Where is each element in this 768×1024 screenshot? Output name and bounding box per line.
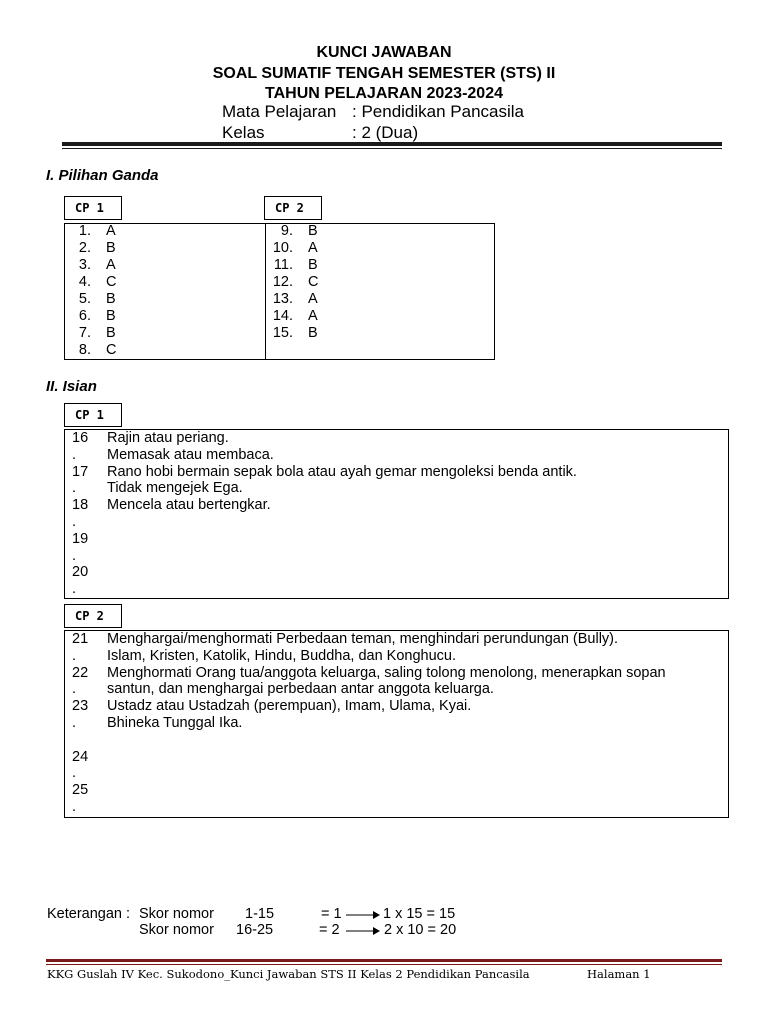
notes-row2-result: 2 x 10 = 20 [384, 922, 457, 938]
mc-question-number: 11. [273, 257, 293, 273]
mc-question-number: 5. [78, 291, 91, 307]
notes-row2-text: Skor nomor [139, 922, 214, 938]
class-value: : 2 (Dua) [352, 123, 419, 142]
doc-title: KUNCI JAWABAN [316, 44, 452, 61]
mc-question-number: 4. [78, 274, 91, 290]
essay-question-number: . [72, 647, 77, 664]
mc-answer-row [60, 257, 116, 274]
mc-answer-letter: B [308, 223, 318, 239]
mc-answer-letter: B [106, 291, 116, 307]
mc-answer-letter: A [308, 240, 318, 256]
essay-answer: Ustadz atau Ustadzah (perempuan), Imam, Ulama, Kyai. [107, 698, 472, 715]
doc-subtitle: SOAL SUMATIF TENGAH SEMESTER (STS) II [212, 65, 556, 82]
essay-answer: santun, dan menghargai perbedaan antar anggota keluarga. [107, 681, 494, 698]
mc-cp2-tag: CP 2 [264, 196, 322, 220]
mc-answer-row [262, 223, 318, 240]
notes-row1-eq: = 1 [321, 906, 342, 922]
mc-answer-letter: B [106, 325, 116, 341]
mc-answer-row [262, 274, 318, 291]
essay-cp2-tag: CP 2 [64, 604, 122, 628]
mc-answer-row [262, 257, 318, 274]
mc-answer-letter: B [308, 325, 318, 341]
mc-answer-row [60, 274, 116, 291]
notes-label: Keterangan : [47, 906, 131, 922]
essay-question-number: . [72, 480, 77, 497]
mc-answer-letter: C [308, 274, 319, 290]
essay-question-number: 24 [72, 748, 89, 765]
essay-answer: Menghargai/menghormati Perbedaan teman, menghindari perundungan (Bully). [107, 631, 619, 647]
arrow-right-icon [346, 910, 380, 920]
mc-question-number: 3. [78, 257, 91, 273]
mc-question-number: 7. [78, 325, 91, 341]
mc-cp1-tag: CP 1 [64, 196, 122, 220]
mc-answer-letter: A [106, 223, 116, 239]
page-number: Halaman 1 [587, 967, 651, 981]
mc-answer-letter: A [106, 257, 116, 273]
essay-question-number: 17 [72, 463, 89, 480]
essay-answer: Memasak atau membaca. [107, 446, 274, 463]
essay-question-number: . [72, 715, 77, 731]
notes-row1-result: 1 x 15 = 15 [383, 906, 456, 922]
essay-question-number: 23 [72, 698, 89, 715]
essay-question-number: 22 [72, 664, 89, 681]
section-essay-title: II. Isian [46, 378, 97, 395]
mc-answer-row [262, 291, 318, 308]
essay-cp1-tag: CP 1 [64, 403, 122, 427]
essay-answer: Tidak mengejek Ega. [107, 480, 243, 497]
mc-answer-letter: C [106, 274, 117, 290]
notes-row2-range: 16-25 [236, 922, 274, 938]
essay-question-number: 16 [72, 430, 89, 446]
essay-question-number: 18 [72, 497, 89, 514]
mc-question-number: 10. [272, 240, 293, 256]
mc-question-number: 6. [78, 308, 91, 324]
arrow-right-icon [346, 926, 380, 936]
essay-question-number: . [72, 547, 77, 564]
notes-row1-range: 1-15 [245, 906, 275, 922]
essay-answer: Rajin atau periang. [107, 430, 229, 446]
mc-answer-letter: B [106, 240, 116, 256]
mc-answer-row [60, 291, 116, 308]
mc-question-number: 2. [78, 240, 91, 256]
essay-answer: Rano hobi bermain sepak bola atau ayah gemar mengoleksi benda antik. [107, 463, 577, 480]
essay-question-number: 25 [72, 782, 89, 799]
mc-answer-row [60, 325, 116, 342]
essay-question-number: . [72, 446, 77, 463]
mc-answer-row [60, 342, 116, 359]
mc-question-number: 13. [272, 291, 293, 307]
mc-question-number: 8. [78, 342, 91, 358]
mc-question-number: 1. [78, 223, 91, 239]
essay-answer: Bhineka Tunggal Ika. [107, 715, 243, 731]
subject-label: Mata Pelajaran [222, 102, 337, 121]
notes-row2-eq: = 2 [319, 922, 340, 938]
essay-question-number: . [72, 765, 77, 782]
mc-answer-letter: C [106, 342, 117, 358]
mc-answer-row [60, 223, 116, 240]
essay-answer: Islam, Kristen, Katolik, Hindu, Buddha, dan Konghucu. [107, 647, 457, 664]
mc-answer-letter: A [308, 291, 318, 307]
essay-question-number: . [72, 581, 77, 598]
footer-divider [46, 959, 722, 965]
mc-answer-row [60, 240, 116, 257]
mc-question-number: 15. [272, 325, 293, 341]
mc-answer-row [60, 308, 116, 325]
mc-question-number: 14. [272, 308, 293, 324]
essay-question-number: 20 [72, 564, 89, 581]
essay-question-number: 21 [72, 631, 89, 647]
mc-answer-row [262, 325, 318, 342]
essay-question-number: . [72, 681, 77, 698]
subject-value: : Pendidikan Pancasila [352, 102, 525, 121]
mc-answer-letter: B [308, 257, 318, 273]
header-divider [62, 142, 722, 149]
essay-question-number: . [72, 799, 77, 815]
footer-text: KKG Guslah IV Kec. Sukodono_Kunci Jawaban STS II Kelas 2 Pendidikan Pancasila [47, 967, 530, 981]
mc-answer-row [262, 240, 318, 257]
notes-row1-text: Skor nomor [139, 906, 214, 922]
mc-answer-letter: B [106, 308, 116, 324]
section-multiple-choice-title: I. Pilihan Ganda [46, 167, 159, 184]
class-label: Kelas [222, 123, 265, 142]
mc-question-number: 9. [280, 223, 293, 239]
essay-question-number: . [72, 514, 77, 530]
essay-answer: Mencela atau bertengkar. [107, 497, 271, 514]
essay-answer: Menghormati Orang tua/anggota keluarga, saling tolong menolong, menerapkan sopan [107, 664, 666, 681]
essay-question-number: 19 [72, 530, 89, 547]
mc-question-number: 12. [272, 274, 293, 290]
mc-answer-row [262, 308, 318, 325]
doc-year: TAHUN PELAJARAN 2023-2024 [265, 85, 503, 102]
mc-answer-letter: A [308, 308, 318, 324]
